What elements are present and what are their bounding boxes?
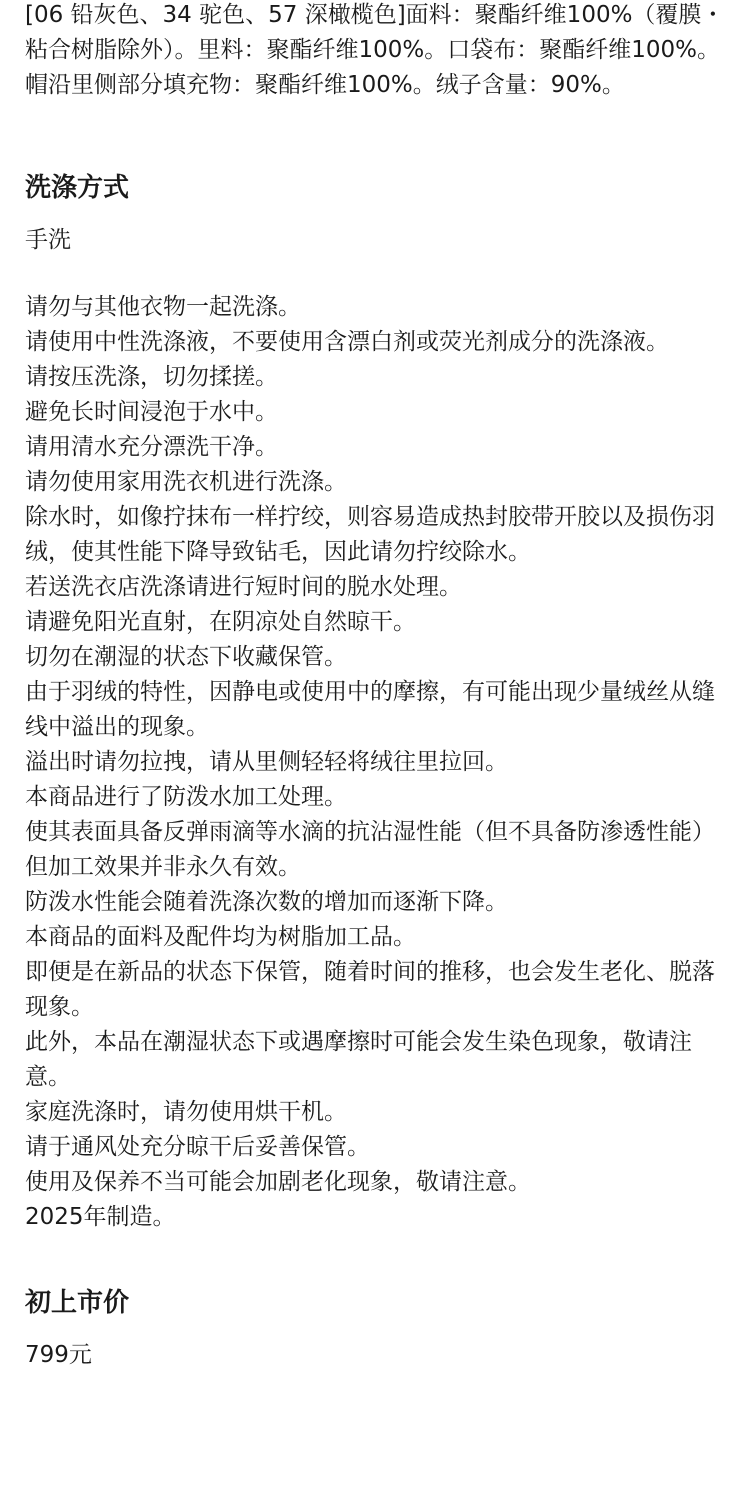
list-item: 使其表面具备反弹雨滴等水滴的抗沾湿性能（但不具备防渗透性能）但加工效果并非永久有效。	[25, 819, 715, 880]
initial-price: 799元	[25, 1342, 92, 1368]
list-item: 本商品的面料及配件均为树脂加工品。	[25, 924, 416, 950]
list-item: 若送洗衣店洗涤请进行短时间的脱水处理。	[25, 574, 462, 600]
list-item: 即便是在新品的状态下保管，随着时间的推移，也会发生老化、脱落现象。	[25, 959, 715, 1020]
washing-method: 手洗	[25, 227, 71, 253]
list-item: 2025年制造。	[25, 1204, 176, 1230]
list-item: 防泼水性能会随着洗涤次数的增加而逐渐下降。	[25, 889, 508, 915]
list-item: 请避免阳光直射，在阴凉处自然晾干。	[25, 609, 416, 635]
list-item: 请于通风处充分晾干后妥善保管。	[25, 1134, 370, 1160]
material-composition: [06 铅灰色、34 驼色、57 深橄榄色]面料：聚酯纤维100%（覆膜・粘合树脂除外）。里料：聚酯纤维100%。口袋布：聚酯纤维100%。帽沿里侧部分填充物：聚酯纤维100%。绒子含量：90%。	[25, 2, 725, 98]
price-section-title: 初上市价	[25, 1288, 130, 1318]
list-item: 使用及保养不当可能会加剧老化现象，敬请注意。	[25, 1169, 531, 1195]
list-item: 由于羽绒的特性，因静电或使用中的摩擦，有可能出现少量绒丝从缝线中溢出的现象。	[25, 679, 715, 740]
list-item: 请按压洗涤，切勿揉搓。	[25, 364, 278, 390]
list-item: 此外，本品在潮湿状态下或遇摩擦时可能会发生染色现象，敬请注意。	[25, 1029, 692, 1090]
washing-section-title: 洗涤方式	[25, 173, 130, 203]
list-item: 溢出时请勿拉拽，请从里侧轻轻将绒往里拉回。	[25, 749, 508, 775]
list-item: 请用清水充分漂洗干净。	[25, 434, 278, 460]
list-item: 避免长时间浸泡于水中。	[25, 399, 278, 425]
list-item: 请勿与其他衣物一起洗涤。	[25, 294, 301, 320]
list-item: 家庭洗涤时，请勿使用烘干机。	[25, 1099, 347, 1125]
list-item: 请勿使用家用洗衣机进行洗涤。	[25, 469, 347, 495]
list-item: 本商品进行了防泼水加工处理。	[25, 784, 347, 810]
list-item: 切勿在潮湿的状态下收藏保管。	[25, 644, 347, 670]
washing-instructions-list	[25, 290, 725, 1235]
list-item: 请使用中性洗涤液，不要使用含漂白剂或荧光剂成分的洗涤液。	[25, 329, 669, 355]
list-item: 除水时，如像拧抹布一样拧绞，则容易造成热封胶带开胶以及损伤羽绒，使其性能下降导致钻毛，因此请勿拧绞除水。	[25, 504, 715, 565]
